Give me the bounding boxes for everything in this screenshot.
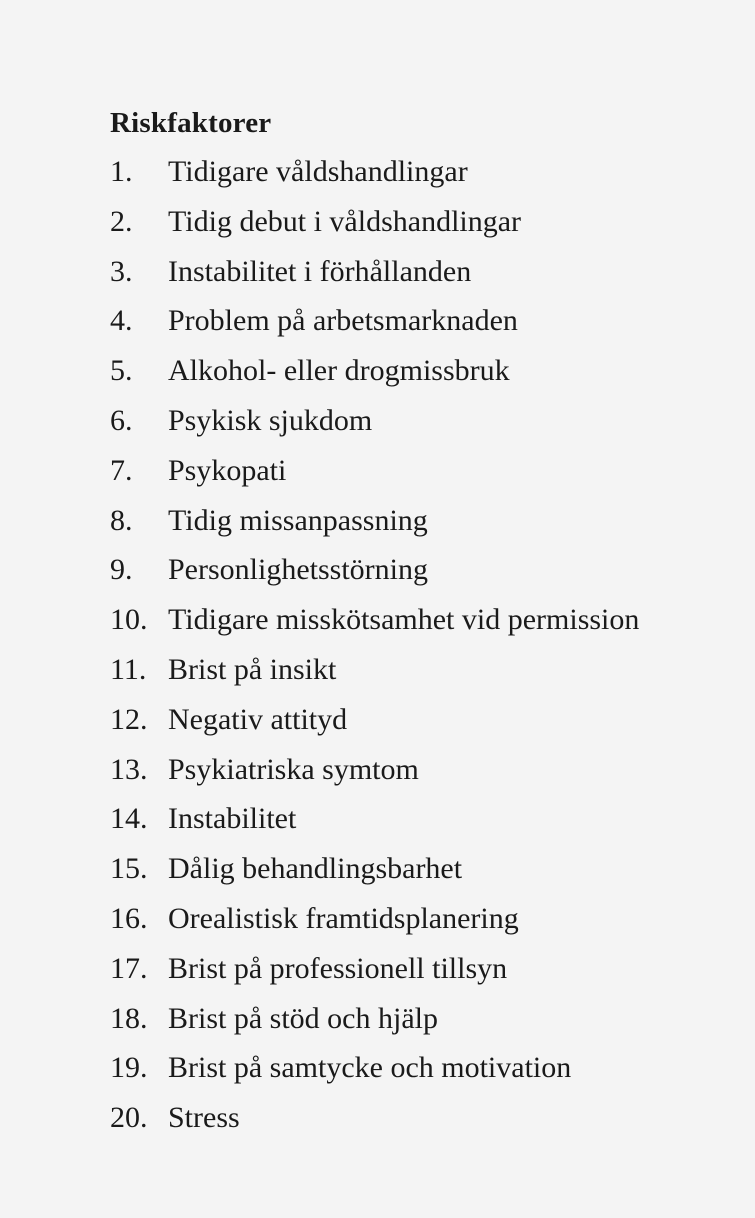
item-text: Tidigare misskötsamhet vid permission	[168, 603, 640, 637]
item-number: 1.	[110, 155, 133, 188]
list-item	[110, 600, 639, 650]
item-number: 17.	[110, 951, 148, 985]
page-title: Riskfaktorer	[110, 107, 272, 139]
item-text: Stress	[168, 1101, 240, 1135]
list-item	[110, 700, 639, 750]
list-item	[110, 1098, 639, 1148]
item-number: 10.	[110, 603, 148, 637]
list-item	[110, 750, 639, 800]
item-number: 19.	[110, 1051, 148, 1085]
item-number: 11.	[110, 652, 147, 686]
list-item	[110, 351, 639, 401]
item-text: Orealistisk framtidsplanering	[168, 901, 519, 935]
list-item	[110, 899, 639, 949]
list-item	[110, 301, 639, 351]
item-number: 20.	[110, 1101, 148, 1135]
item-text: Instabilitet	[168, 802, 297, 836]
item-number: 15.	[110, 852, 148, 886]
item-number: 14.	[110, 802, 148, 836]
list-item	[110, 1048, 639, 1098]
item-number: 7.	[110, 453, 133, 487]
list-item	[110, 849, 639, 899]
item-text: Negativ attityd	[168, 702, 348, 736]
item-text: Psykopati	[168, 453, 287, 487]
item-number: 2.	[110, 204, 133, 238]
item-text: Brist på samtycke och motivation	[168, 1051, 572, 1085]
item-number: 5.	[110, 354, 133, 388]
item-text: Dålig behandlingsbarhet	[168, 852, 463, 886]
item-text: Alkohol- eller drogmissbruk	[168, 354, 510, 388]
list-item	[110, 650, 639, 700]
item-number: 18.	[110, 1001, 148, 1035]
item-text: Psykiatriska symtom	[168, 752, 419, 786]
list-item	[110, 550, 639, 600]
item-text: Brist på stöd och hjälp	[168, 1001, 438, 1035]
item-number: 16.	[110, 901, 148, 935]
list-item	[110, 949, 639, 999]
list-item	[110, 999, 639, 1049]
list-item	[110, 451, 639, 501]
list-item	[110, 152, 639, 202]
item-text: Tidig missanpassning	[168, 503, 428, 537]
list-item	[110, 799, 639, 849]
list-item	[110, 202, 639, 252]
risk-factor-list	[110, 152, 639, 1148]
list-item	[110, 401, 639, 451]
item-number: 8.	[110, 503, 133, 537]
list-item	[110, 501, 639, 551]
item-number: 4.	[110, 304, 133, 338]
item-number: 13.	[110, 752, 148, 786]
item-text: Instabilitet i förhållanden	[168, 254, 472, 288]
item-number: 9.	[110, 553, 133, 587]
item-text: Tidigare våldshandlingar	[168, 155, 468, 188]
item-number: 6.	[110, 403, 133, 437]
list-item	[110, 252, 639, 302]
item-text: Brist på insikt	[168, 652, 337, 686]
item-text: Psykisk sjukdom	[168, 403, 373, 437]
item-text: Tidig debut i våldshandlingar	[168, 204, 522, 238]
item-number: 12.	[110, 702, 148, 736]
item-text: Problem på arbetsmarknaden	[168, 304, 518, 338]
item-number: 3.	[110, 254, 133, 288]
item-text: Brist på professionell tillsyn	[168, 951, 508, 985]
item-text: Personlighetsstörning	[168, 553, 428, 587]
